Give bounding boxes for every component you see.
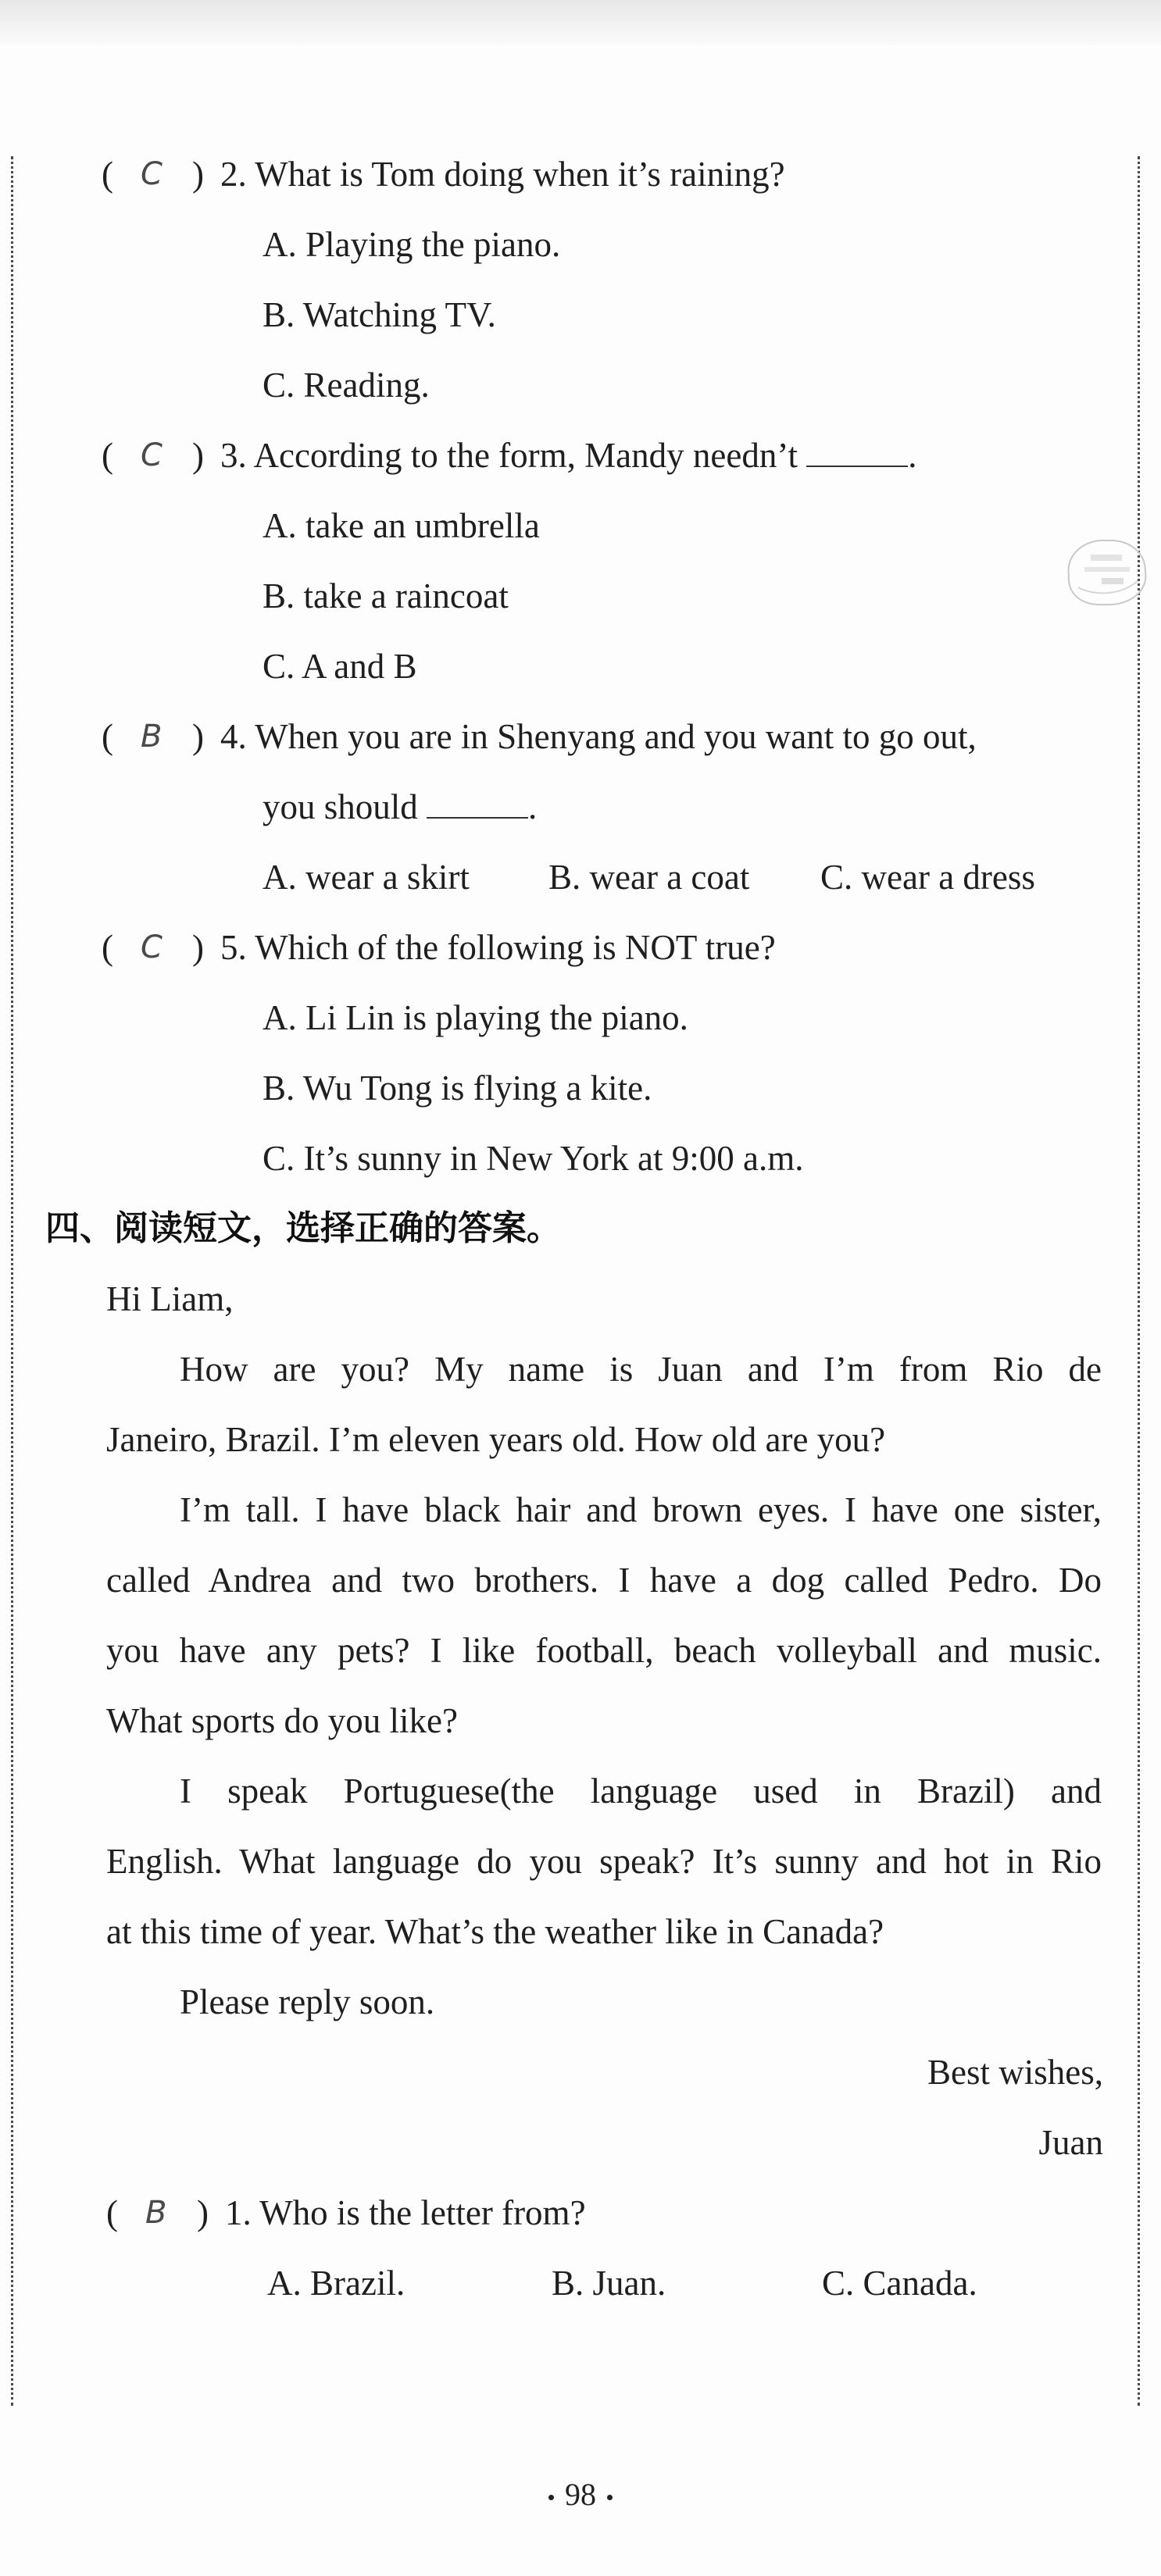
question-stem bbox=[220, 433, 917, 477]
answer-paren-open: ( bbox=[102, 155, 113, 194]
option-c: C. A and B bbox=[263, 647, 417, 686]
option-c: C. Reading. bbox=[263, 366, 430, 405]
question-stem: 5. Which of the following is NOT true? bbox=[220, 928, 776, 967]
left-dotted-border bbox=[11, 156, 13, 2406]
letter-line: Janeiro, Brazil. I’m eleven years old. How old are you? bbox=[106, 1420, 886, 1459]
section-heading: 四、阅读短文，选择正确的答案。 bbox=[45, 1208, 561, 1248]
stem-text: 3. According to the form, Mandy needn’t bbox=[220, 436, 798, 475]
answer-blank bbox=[427, 787, 528, 819]
stamp-icon bbox=[1061, 531, 1153, 612]
option-b: B. Juan. bbox=[552, 2264, 666, 2303]
option-b: B. take a raincoat bbox=[263, 576, 509, 615]
letter-line: What sports do you like? bbox=[106, 1701, 458, 1740]
option-b: B. Wu Tong is flying a kite. bbox=[263, 1069, 652, 1108]
answer-paren-close: ) bbox=[192, 155, 204, 194]
question-stem: 2. What is Tom doing when it’s raining? bbox=[220, 155, 785, 194]
page-number-text: 98 bbox=[565, 2477, 596, 2512]
option-a: A. Playing the piano. bbox=[263, 225, 561, 264]
page-number bbox=[0, 2476, 1161, 2513]
answer-blank bbox=[806, 436, 908, 467]
stem-text: you should bbox=[263, 787, 418, 826]
answer-mark: C bbox=[141, 929, 163, 965]
answer-paren-close: ) bbox=[192, 717, 204, 756]
letter-line: Please reply soon. bbox=[180, 1982, 435, 2021]
option-c: C. wear a dress bbox=[820, 858, 1035, 897]
answer-paren-open: ( bbox=[102, 436, 113, 475]
letter-closing: Best wishes, bbox=[927, 2053, 1103, 2092]
scan-shadow bbox=[0, 0, 1161, 45]
option-a: A. wear a skirt bbox=[263, 858, 470, 897]
option-b: B. Watching TV. bbox=[263, 295, 496, 334]
stem-end: . bbox=[528, 787, 538, 826]
answer-paren-close: ) bbox=[197, 2193, 209, 2232]
page-dot-right bbox=[607, 2495, 613, 2500]
answer-paren-open: ( bbox=[102, 717, 113, 756]
right-dotted-border bbox=[1138, 156, 1140, 2406]
option-a: A. Li Lin is playing the piano. bbox=[263, 998, 688, 1037]
answer-mark: C bbox=[141, 156, 163, 192]
answer-paren-close: ) bbox=[192, 436, 204, 475]
answer-paren-open: ( bbox=[102, 928, 113, 967]
answer-mark: C bbox=[141, 437, 163, 473]
option-b: B. wear a coat bbox=[548, 858, 750, 897]
letter-line: English. What language do you speak? It’s sunny and hot in Rio bbox=[106, 1842, 1102, 1881]
question-stem-continued bbox=[263, 785, 537, 829]
letter-line: called Andrea and two brothers. I have a dog called Pedro. Do bbox=[106, 1561, 1102, 1600]
page-dot-left bbox=[548, 2495, 554, 2500]
letter-line: at this time of year. What’s the weather like in Canada? bbox=[106, 1912, 884, 1951]
answer-mark: B bbox=[145, 2195, 167, 2231]
letter-line: I speak Portuguese(the language used in Brazil) and bbox=[180, 1771, 1102, 1811]
answer-paren-close: ) bbox=[192, 928, 204, 967]
letter-line: How are you? My name is Juan and I’m from Rio de bbox=[180, 1350, 1102, 1389]
option-c: C. It’s sunny in New York at 9:00 a.m. bbox=[263, 1139, 804, 1178]
answer-paren-open: ( bbox=[106, 2193, 118, 2232]
question-stem: 4. When you are in Shenyang and you want to go out, bbox=[220, 717, 977, 756]
letter-line: I’m tall. I have black hair and brown eyes. I have one sister, bbox=[180, 1490, 1102, 1529]
answer-mark: B bbox=[141, 719, 163, 755]
option-a: A. Brazil. bbox=[267, 2264, 405, 2303]
letter-signature: Juan bbox=[1038, 2123, 1103, 2162]
option-a: A. take an umbrella bbox=[263, 506, 540, 545]
stem-end: . bbox=[908, 436, 917, 475]
letter-line: you have any pets? I like football, beach volleyball and music. bbox=[106, 1631, 1102, 1670]
option-c: C. Canada. bbox=[822, 2264, 977, 2303]
letter-greeting: Hi Liam, bbox=[106, 1279, 234, 1318]
question-stem: 1. Who is the letter from? bbox=[225, 2193, 586, 2232]
